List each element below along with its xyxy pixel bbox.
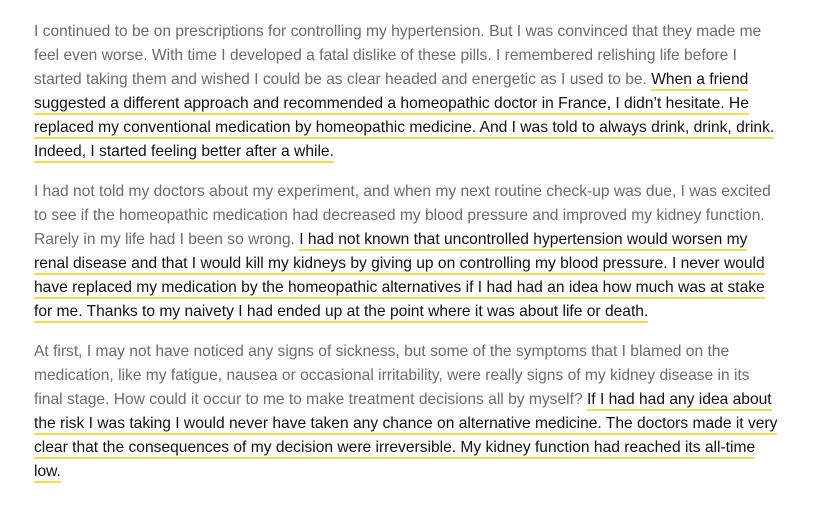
highlighted-text[interactable]: I had not known that uncontrolled hypertension would worsen my renal disease and that I would kill my kidneys by giving up on controlling my blood pressure. I never would have replaced my medication by the homeopathic alternatives if I had had an idea how much was at stake for me. Thanks to my naivety I had ended up at the point where it was about life or death. (34, 231, 765, 323)
paragraph-text: I continued to be on prescriptions for controlling my hypertension. But I was convinced that they made me feel even worse. With time I developed a fatal dislike of these pills. I remembered relishing life before I started taking them and wished I could be as clear headed and energetic as I used to be. (34, 23, 762, 88)
paragraph-3 (34, 340, 779, 484)
paragraph-text: At first, I may not have noticed any signs of sickness, but some of the symptoms that I blamed on the medication, like my fatigue, nausea or occasional irritability, were really signs of my kidney disease in its final stage. How could it occur to me to make treatment decisions all by myself? (34, 343, 750, 408)
highlighted-text[interactable]: When a friend suggested a different approach and recommended a homeopathic doctor in France, I didn’t hesitate. He replaced my conventional medication by homeopathic medicine. And I was told to always drink, drink, drink. Indeed, I started feeling better after a while. (34, 71, 774, 163)
paragraph-1 (34, 20, 779, 164)
paragraph-text: I had not told my doctors about my experiment, and when my next routine check-up was due, I was excited to see if the homeopathic medication had decreased my blood pressure and improved my kidney function. Rarely in my life had I been so wrong. (34, 183, 771, 248)
paragraph-2 (34, 180, 779, 324)
article-body (34, 20, 779, 500)
highlighted-text[interactable]: If I had had any idea about the risk I was taking I would never have taken any chance on alternative medicine. The doctors made it very clear that the consequences of my decision were irreversible. My kidney function had reached its all-time low. (34, 391, 777, 483)
